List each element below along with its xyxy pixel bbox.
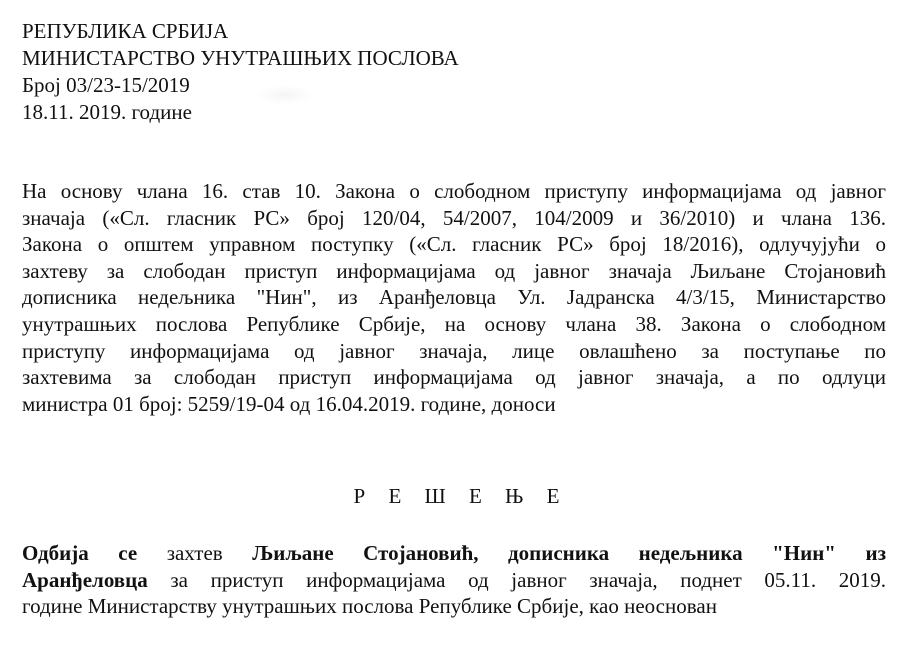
decision-line-1 <box>22 540 886 567</box>
decision-text: захтев <box>137 541 253 565</box>
intro-line: захтеву за слободан приступ информацијама од јавног значаја Љиљане Стојановић <box>22 258 886 283</box>
intro-line: На основу члана 16. став 10. Закона о слободном приступу информацијама од јавног <box>22 179 886 203</box>
intro-line: дописника недељника "Нин", из Аранђеловца Ул. Јадранска 4/3/15, Министарство <box>22 285 886 310</box>
intro-line: унутрашњих послова Републике Србије, на основу члана 38. Закона о слободном <box>22 311 886 336</box>
intro-line: приступу информацијама од јавног значаја, лице овлашћено за поступање по <box>22 338 886 363</box>
intro-line: Закона о општем управном поступку («Сл. гласник РС» број 18/2016), одлучујући о <box>22 232 886 257</box>
document-number: Број 03/23-15/2019 <box>22 73 190 97</box>
decision-line-2 <box>22 567 886 594</box>
ministry-name: МИНИСТАРСТВО УНУТРАШЊИХ ПОСЛОВА <box>22 46 459 70</box>
applicant-city: Аранђеловца <box>22 567 148 592</box>
decision-line-3: године Министарству унутрашњих послова Републике Србије, као неоснован <box>22 594 717 619</box>
document-header <box>22 18 459 126</box>
decision-heading: Р Е Ш Е Њ Е <box>353 484 569 508</box>
applicant-name: Љиљане Стојановић, дописника недељника "Нин" из <box>252 541 887 565</box>
document-date: 18.11. 2019. године <box>22 100 192 124</box>
intro-paragraph <box>22 178 886 417</box>
decision-verb: Одбија се <box>22 541 138 565</box>
intro-line: министра 01 број: 5259/19-04 од 16.04.2019. године, доноси <box>22 391 556 416</box>
republic-name: РЕПУБЛИКА СРБИЈА <box>22 19 229 43</box>
intro-line: захтевима за слободан приступ информацијама од јавног значаја, а по одлуци <box>22 365 886 390</box>
intro-line: значаја («Сл. гласник РС» број 120/04, 54/2007, 104/2009 и 36/2010) и члана 136. <box>22 205 886 230</box>
decision-paragraph <box>22 540 886 620</box>
decision-text: за приступ информацијама од јавног значаја, поднет 05.11. 2019. <box>147 567 886 592</box>
